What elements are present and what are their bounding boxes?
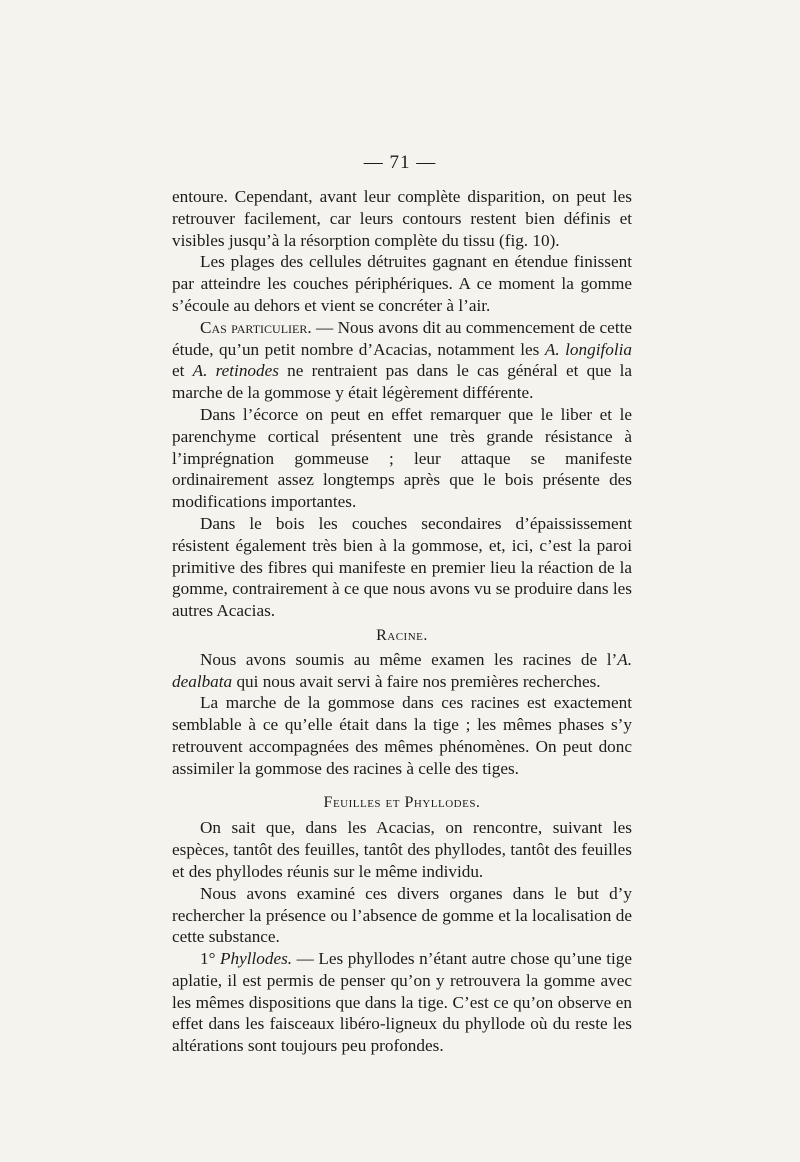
section-label-cas-particulier: Cas particulier. [200,317,312,337]
paragraph-6-text-a: Nous avons soumis au même examen les racines de l’ [200,649,618,669]
paragraph-3 [172,317,632,404]
paragraph-10-number: 1° [200,949,221,969]
paragraph-5: Dans le bois les couches secondaires d’épaississement résistent également très bien à la gommose, et, ici, c’est la paroi primitive des fibres qui manifeste en premier lieu la réaction de la gomme, contrairement à ce que nous avons vu se produire dans les autres Acacias. [172,513,632,621]
subsection-label-phyllodes: Phyllodes. [220,949,293,969]
species-longifolia: A. longifolia [544,339,633,359]
paragraph-4: Dans l’écorce on peut en effet remarquer que le liber et le parenchyme cortical présentent une très grande résistance à l’imprégnation gommeuse ; leur attaque se manifeste ordinairement assez longtemps après que le bois présente des modifications importantes. [172,404,632,512]
paragraph-6-text-b: qui nous avait servi à faire nos premières recherches. [232,671,601,691]
paragraph-1: entoure. Cependant, avant leur complète disparition, on peut les retrouver facilement, car leurs contours restent bien définis et visibles jusqu’à la résorption complète du tissu (fig. 10). [172,187,632,250]
paragraph-3-text-b: et [172,361,193,381]
page-number: — 71 — [363,152,437,173]
paragraph-8: On sait que, dans les Acacias, on rencontre, suivant les espèces, tantôt des feuilles, tantôt des phyllodes, tantôt des feuilles et des phyllodes réunis sur le même individu. [172,818,632,881]
paragraph-10-text: — Les phyllodes n’étant autre chose qu’une tige aplatie, il est permis de penser qu’on y retrouvera la gomme avec les mêmes dispositions que dans la tige. C’est ce qu’on observe en effet dans les faisceaux libéro-ligneux du phyllode où du reste les altérations sont toujours peu profondes. [172,949,632,1056]
paragraph-3-text-a: — Nous avons dit au commencement de cette étude, qu’un petit nombre d’Acacias, notamment les [172,317,632,359]
heading-feuilles-phyllodes: Feuilles et Phyllodes. [323,793,481,811]
paragraph-6 [172,649,632,693]
paragraph-7: La marche de la gommose dans ces racines est exactement semblable à ce qu’elle était dans la tige ; les mêmes phases s’y retrouvent accompagnées des mêmes phénomènes. On peut donc assimiler la gommose des racines à celle des tiges. [172,693,632,778]
paragraph-2: Les plages des cellules détruites gagnant en étendue finissent par atteindre les couches périphériques. A ce moment la gomme s’écoule au dehors et vient se concréter à l’air. [172,252,632,315]
body-text [172,186,632,1057]
heading-racine: Racine. [376,626,428,644]
species-dealbata: A. dealbata [172,649,632,691]
species-retinodes: A. retinodes [192,361,279,381]
paragraph-9: Nous avons examiné ces divers organes dans le but d’y rechercher la présence ou l’absence de gomme et la localisation de cette substance. [172,883,632,947]
paragraph-10 [172,948,632,1057]
paragraph-3-text-c: ne rentraient pas dans le cas général et que la marche de la gommose y était légèrement différente. [172,361,632,403]
